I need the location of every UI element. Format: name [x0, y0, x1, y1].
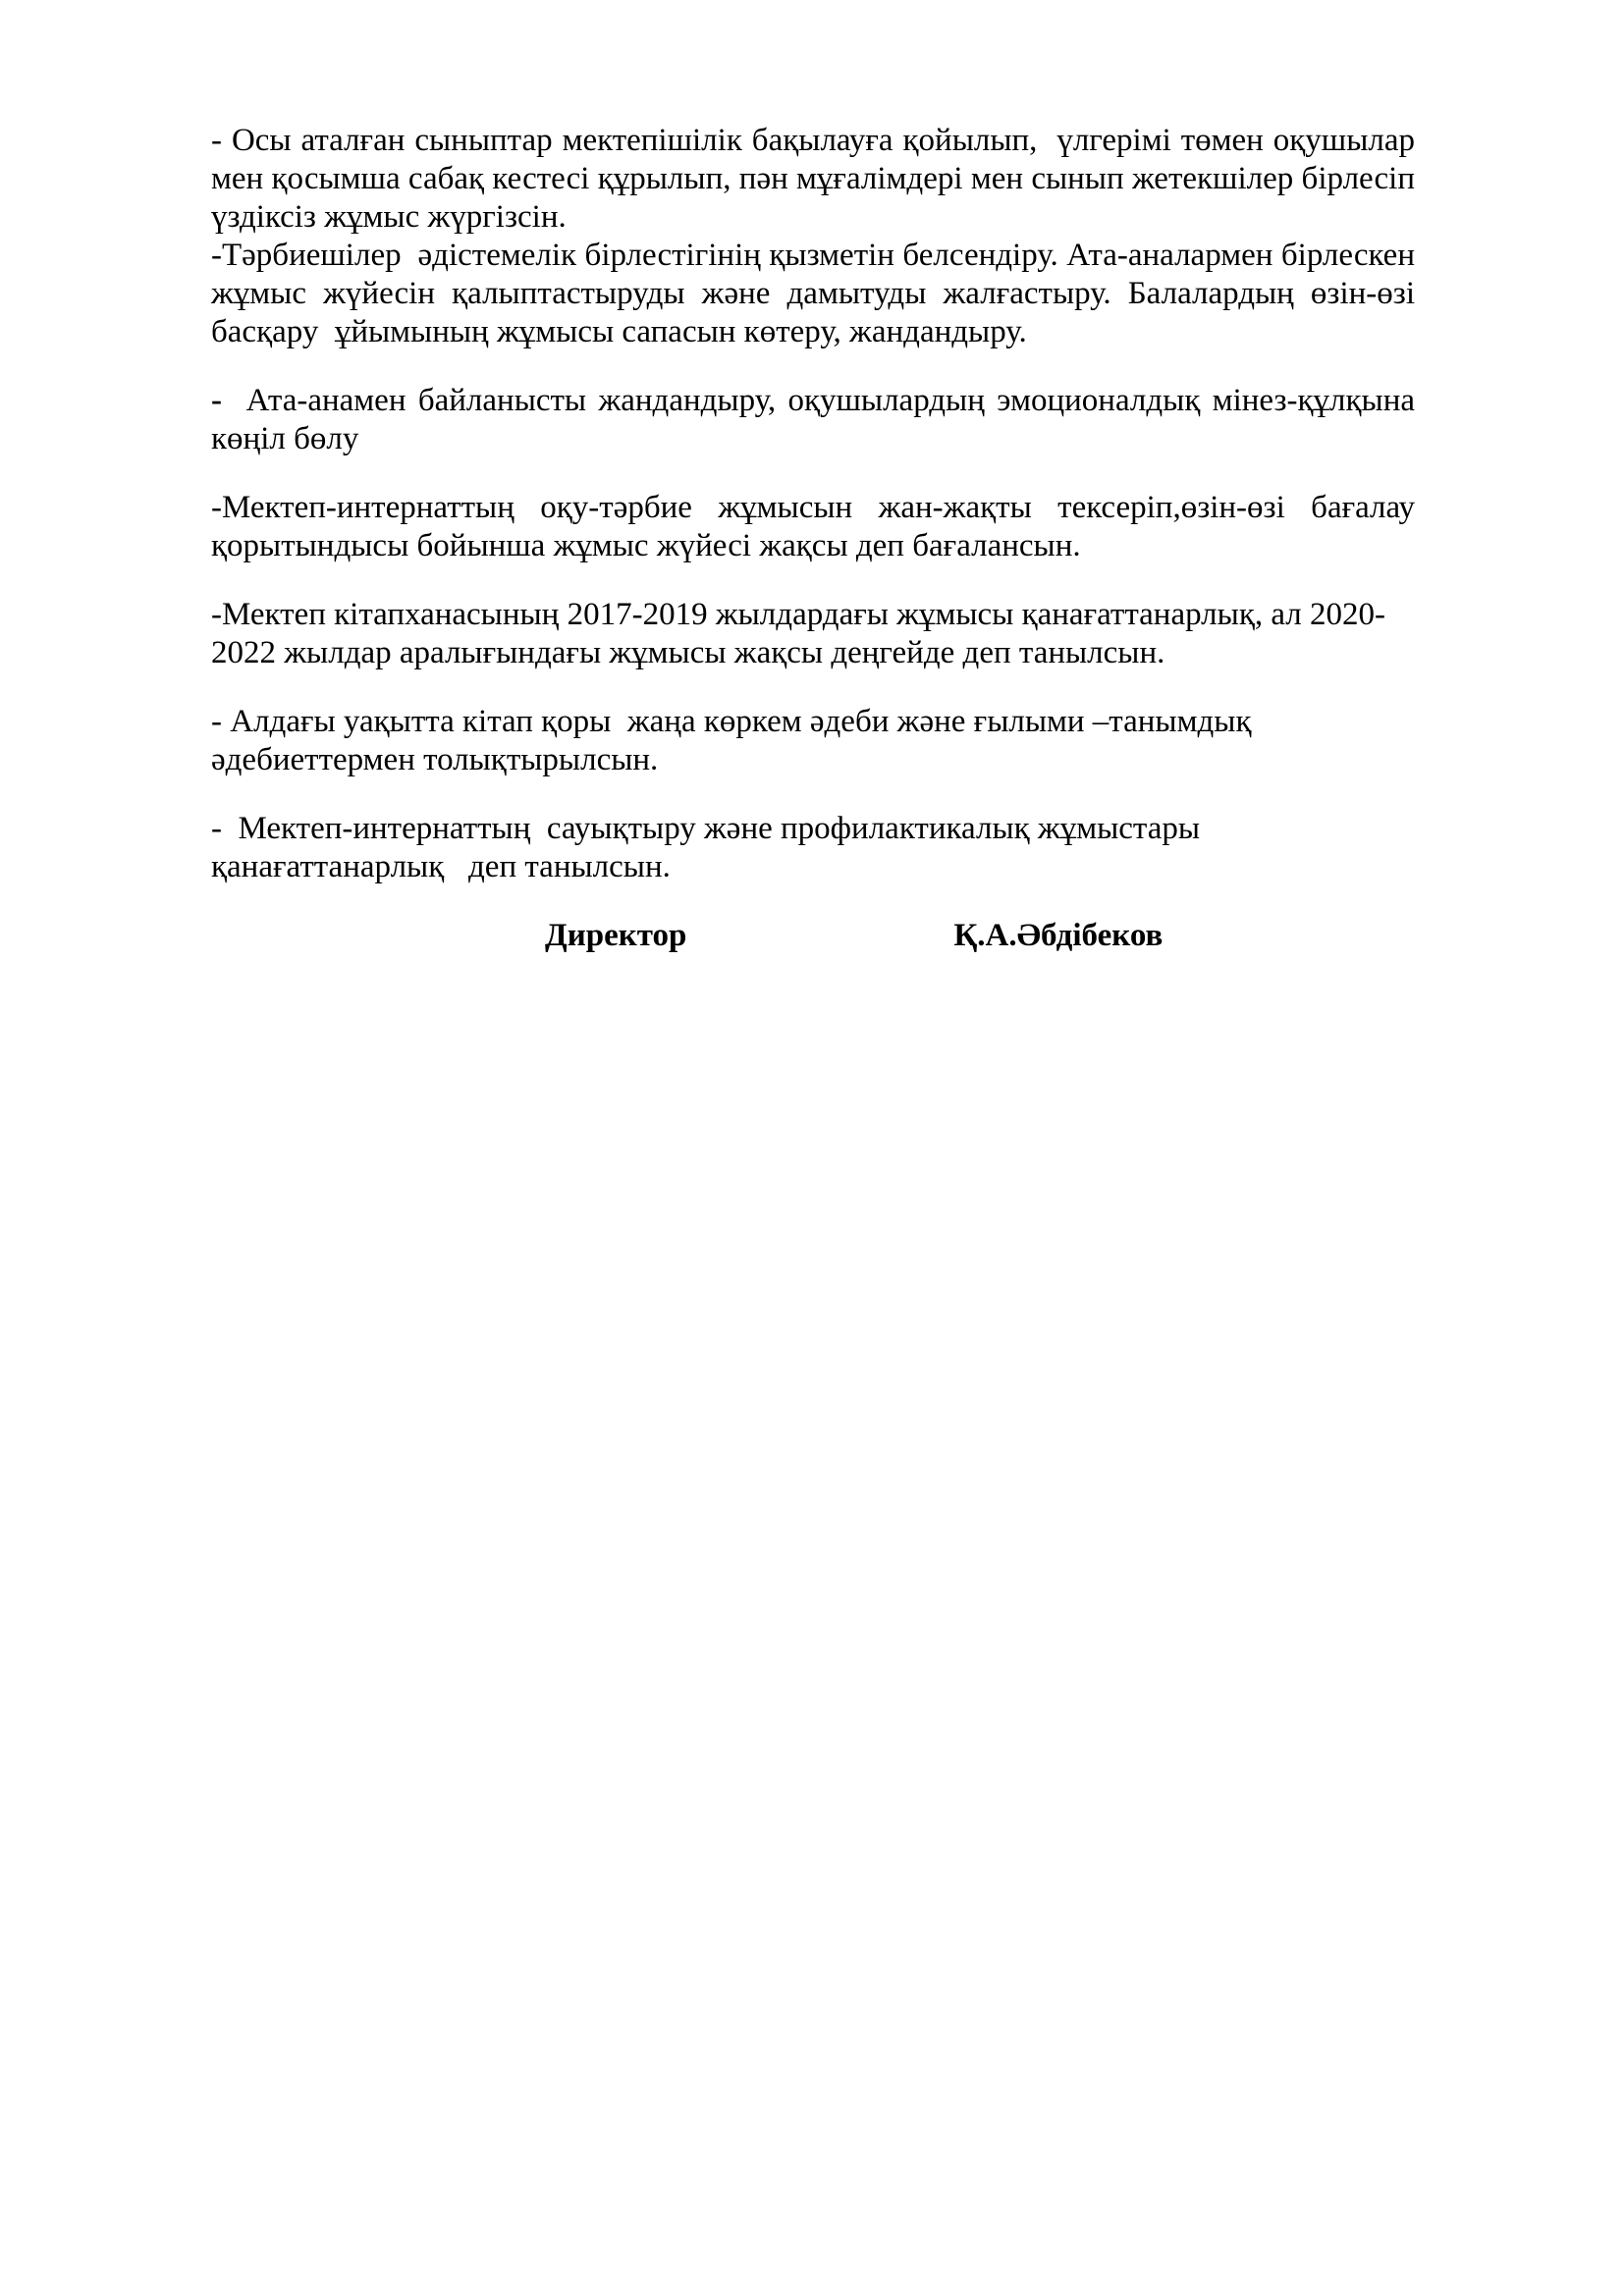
paragraph-1-text: - Осы аталған сыныптар мектепішілік бақылауға қойылып, үлгерімі төмен оқушылар мен қосымша сабақ кестесі құрылып, пән мұғалімдері мен сынып жетекшілер бірлесіп үздіксіз жұмыс жүргізсін.: [211, 123, 1415, 235]
paragraph-educators-methodical: [211, 237, 1415, 351]
signature-name: Қ.А.Әбдібеков: [953, 918, 1164, 953]
paragraph-parents-connection: [211, 382, 1415, 458]
signature-row: [211, 917, 1415, 955]
paragraph-health-prevention: [211, 810, 1415, 886]
paragraph-library-work: [211, 596, 1415, 672]
signature-role-label: Директор: [545, 918, 687, 953]
paragraph-6-text: - Алдағы уақытта кітап қоры жаңа көркем әдеби және ғылыми –танымдық әдебиеттермен толықтырылсын.: [211, 704, 1252, 777]
paragraph-3-bold-dash: -: [211, 383, 222, 418]
paragraph-4-text: -Мектеп-интернаттың оқу-тәрбие жұмысын жан-жақты тексеріп,өзін-өзі бағалау қорытындысы бойынша жұмыс жүйесі жақсы деп бағалансын.: [211, 490, 1415, 563]
paragraph-5-text: -Мектеп кітапханасының 2017-2019 жылдардағы жұмысы қанағаттанарлық, ал 2020-2022 жылдар аралығындағы жұмысы жақсы деңгейде деп танылсын.: [211, 597, 1385, 670]
paragraph-internat-evaluation: [211, 489, 1415, 565]
paragraph-2-text: -Тәрбиешілер әдістемелік бірлестігінің қызметін белсендіру. Ата-аналармен бірлескен жұмыс жүйесін қалыптастыруды және дамытуды жалғастыру. Балалардың өзін-өзі басқару ұйымының жұмысы сапасын көтеру, жандандыру.: [211, 238, 1415, 349]
document-text-block: [211, 122, 1415, 955]
paragraph-3-text: Ата-анамен байланысты жандандыру, оқушылардың эмоционалдық мінез-құлқына көңіл бөлу: [211, 383, 1415, 456]
paragraph-book-fund: [211, 703, 1415, 779]
paragraph-7-text: - Мектеп-интернаттың сауықтыру және профилактикалық жұмыстары қанағаттанарлық деп танылсын.: [211, 811, 1201, 884]
paragraph-classes-monitoring: [211, 122, 1415, 237]
